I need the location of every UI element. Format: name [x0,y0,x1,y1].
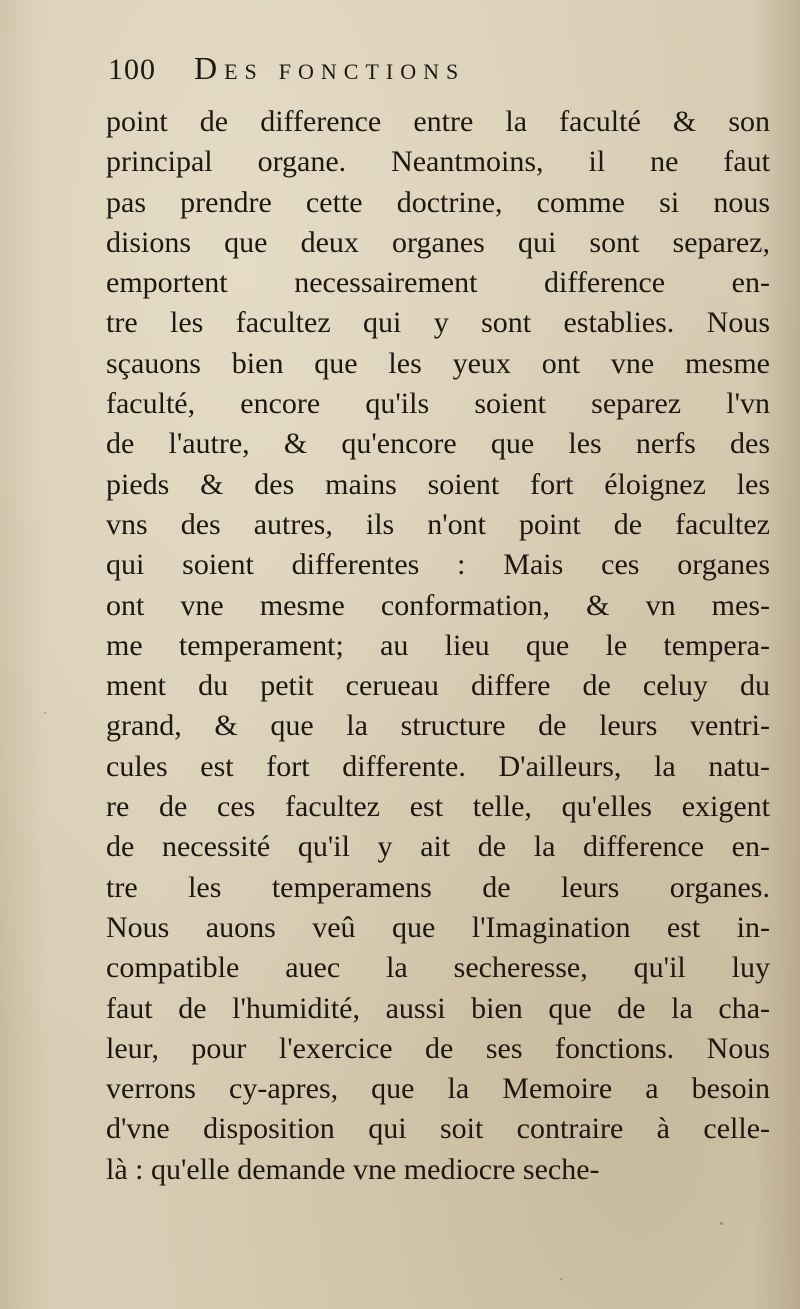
text-line: pas prendre cette doctrine, comme si nous [106,185,770,219]
text-line: me temperament; au lieu que le tempera- [106,628,770,662]
text-line: faut de l'humidité, aussi bien que de la cha- [106,991,770,1025]
text-line: cules est fort differente. D'ailleurs, la natu- [106,749,770,783]
text-line: tre les facultez qui y sont establies. Nous [106,306,770,340]
text-line: qui soient differentes : Mais ces organes [106,548,770,582]
text-line: vns des autres, ils n'ont point de facultez [106,507,770,541]
text-line: tre les temperamens de leurs organes. [106,870,770,904]
page-header [108,50,708,102]
text-line: là : qu'elle demande vne mediocre seche- [106,1152,600,1186]
page-number: 100 [108,53,156,86]
text-line: compatible auec la secheresse, qu'il luy [106,951,770,985]
text-line: Nous auons veû que l'Imagination est in- [106,910,770,944]
text-line: ment du petit cerueau differe de celuy du [106,669,770,703]
paper-speck [720,1222,723,1225]
text-line: ont vne mesme conformation, & vn mes- [106,588,770,622]
text-line: faculté, encore qu'ils soient separez l'vn [106,387,770,421]
text-line: d'vne disposition qui soit contraire à celle- [106,1112,770,1146]
text-line: pieds & des mains soient fort éloignez les [106,467,770,501]
text-line: sçauons bien que les yeux ont vne mesme [106,346,770,380]
text-line: de l'autre, & qu'encore que les nerfs des [106,427,770,461]
text-line: verrons cy-apres, que la Memoire a besoin [106,1072,770,1106]
body-text [106,102,770,1190]
text-line: principal organe. Neantmoins, il ne faut [106,145,770,179]
text-line: grand, & que la structure de leurs ventri- [106,709,770,743]
text-line: emportent necessairement difference en- [106,266,770,300]
paper-speck [560,1278,562,1280]
text-line: disions que deux organes qui sont separez, [106,225,770,259]
text-line: de necessité qu'il y ait de la difference en- [106,830,770,864]
paper-speck [44,712,46,714]
text-line: point de difference entre la faculté & son [106,105,770,138]
text-line: leur, pour l'exercice de ses fonctions. Nous [106,1031,770,1065]
running-title: Des fonctions [194,50,466,86]
text-line: re de ces facultez est telle, qu'elles exigent [106,790,770,824]
